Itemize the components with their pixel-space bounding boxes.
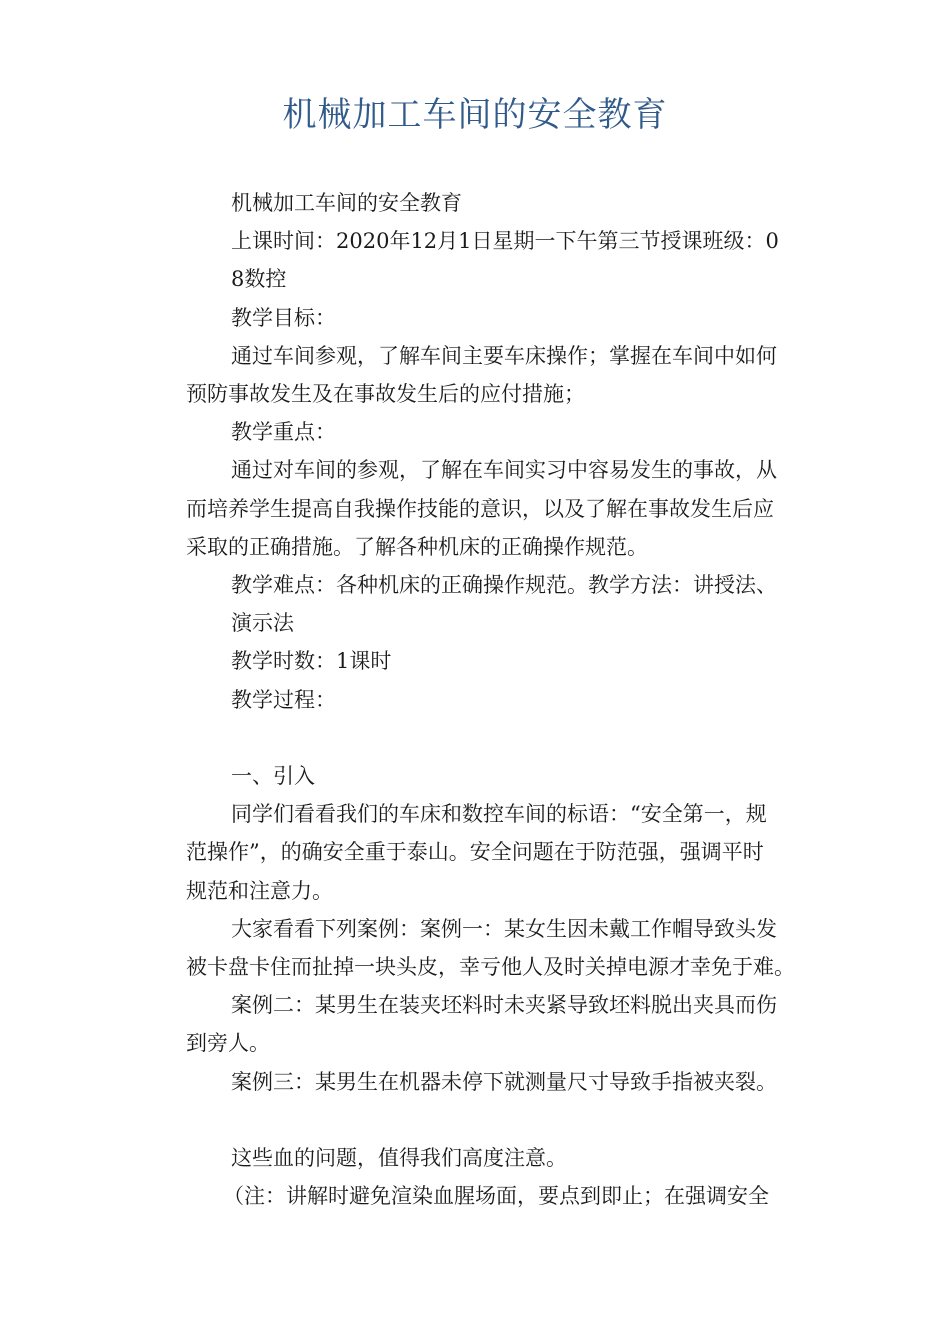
paragraph-line: 采取的正确措施。了解各种机床的正确操作规范。: [186, 534, 648, 559]
paragraph-line: 通过对车间的参观，了解在车间实习中容易发生的事故，从: [231, 458, 777, 483]
paragraph-line: 这些血的问题，值得我们高度注意。: [231, 1146, 567, 1171]
document-body: [186, 184, 818, 1215]
paragraph-line: 教学难点：各种机床的正确操作规范。教学方法：讲授法、: [231, 573, 777, 598]
paragraph-line: 教学重点：: [231, 420, 336, 445]
paragraph-line: 规范和注意力。: [186, 878, 333, 903]
note-line: （注：讲解时避免渲染血腥场面，要点到即止；在强调安全: [223, 1184, 769, 1209]
paragraph-line: 教学时数：1课时: [231, 649, 392, 674]
paragraph-line: 大家看看下列案例：案例一：某女生因未戴工作帽导致头发: [231, 916, 777, 941]
section-heading: 一、引入: [231, 764, 315, 789]
paragraph-line: 教学过程：: [231, 687, 336, 712]
paragraph-line: 教学目标：: [231, 305, 336, 330]
paragraph-line: 机械加工车间的安全教育: [231, 191, 462, 215]
blank-line: [186, 1101, 818, 1139]
document-title: 机械加工车间的安全教育: [282, 95, 668, 135]
paragraph-line: 预防事故发生及在事故发生后的应付措施；: [186, 382, 585, 407]
paragraph-line: 案例三：某男生在机器未停下就测量尺寸导致手指被夹裂。: [231, 1069, 777, 1094]
paragraph-line: 而培养学生提高自我操作技能的意识，以及了解在事故发生后应: [186, 496, 774, 521]
paragraph-line: 到旁人。: [186, 1031, 270, 1056]
paragraph-line: 通过车间参观，了解车间主要车床操作；掌握在车间中如何: [231, 343, 777, 368]
paragraph-line: 被卡盘卡住而扯掉一块头皮，幸亏他人及时关掉电源才幸免于难。: [186, 955, 795, 980]
paragraph-line: 同学们看看我们的车床和数控车间的标语：“安全第一，规: [231, 802, 767, 827]
blank-line: [186, 719, 818, 757]
paragraph-line: 案例二：某男生在装夹坯料时未夹紧导致坯料脱出夹具而伤: [231, 993, 777, 1018]
paragraph-line: 8数控: [231, 267, 287, 292]
paragraph-line: 范操作”，的确安全重于泰山。安全问题在于防范强，强调平时: [186, 840, 764, 865]
paragraph-line: 演示法: [231, 611, 294, 636]
paragraph-line: 上课时间：2020年12月1日星期一下午第三节授课班级：0: [231, 229, 779, 254]
